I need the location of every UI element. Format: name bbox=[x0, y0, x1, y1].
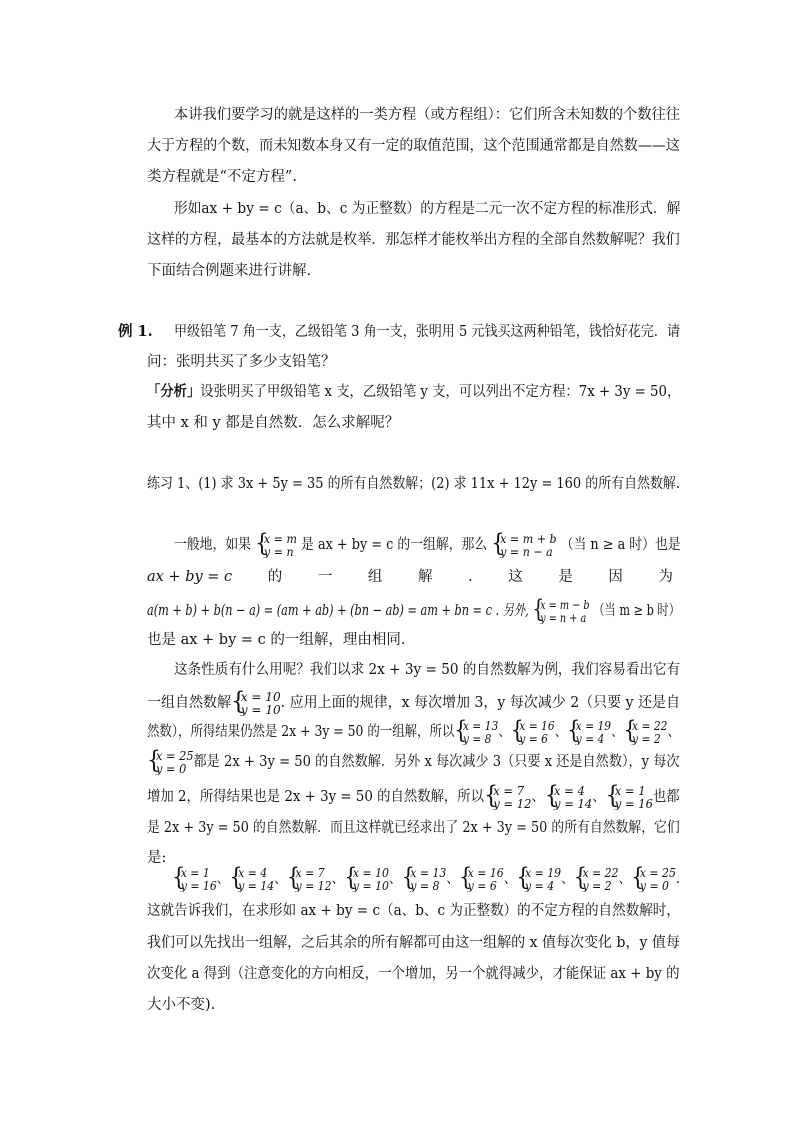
system-m-n bbox=[255, 532, 297, 558]
general-line3 bbox=[147, 598, 680, 624]
sys-row: { x = 10 bbox=[352, 866, 389, 880]
sys-row: y = 10 bbox=[352, 878, 389, 892]
conclusion-line3: 次变化 a 得到（注意变化的方向相反，一个增加，另一个就得减少，才能保证 ax + by 的 bbox=[147, 966, 680, 982]
sys-row: y = 8 bbox=[462, 731, 492, 745]
general-line1 bbox=[174, 532, 681, 558]
sys-row: y = 8 bbox=[410, 878, 440, 892]
system-x13 bbox=[454, 719, 498, 745]
usage-text: 然数），所得结果仍然是 2x + 3y = 50 的一组解，所以 bbox=[147, 724, 455, 740]
spread-word: 为 bbox=[658, 569, 673, 585]
sys-row: { x = 25 bbox=[156, 749, 194, 763]
usage-line6: 是 2x + 3y = 50 的自然数解．而且这样就已经求出了 2x + 3y = 50 的所有自然数解，它们 bbox=[147, 820, 680, 836]
sys-row: { x = 1 bbox=[180, 866, 210, 880]
separator: 、 bbox=[274, 871, 287, 887]
system-x4 bbox=[545, 784, 592, 810]
sys-row: y = 6 bbox=[519, 731, 548, 745]
usage-line1: 这条性质有什么用呢？我们以求 2x + 3y = 50 的自然数解为例，我们容易看出它有 bbox=[174, 662, 681, 678]
usage-text: 增加 2，所得结果也是 2x + 3y = 50 的自然数解，所以 bbox=[147, 789, 485, 805]
conclusion-line2: 我们可以先找出一组解，之后其余的所有解都可由这一组解的 x 值每次变化 b，y 值每 bbox=[147, 935, 680, 951]
spread-word: 这 bbox=[508, 569, 523, 585]
separator: 、 bbox=[331, 871, 345, 887]
analysis-text: 设张明买了甲级铅笔 x 支，乙级铅笔 y 支，可以列出不定方程：7x + 3y = 50， bbox=[200, 384, 681, 400]
sys-row: { x = m bbox=[263, 532, 297, 546]
sys-row: { x = m − b bbox=[540, 598, 590, 612]
sys-row: { x = 4 bbox=[238, 866, 268, 880]
spread-word: 解 bbox=[417, 569, 433, 585]
intro-p2-line1: 形如ax + by = c（a、b、c 为正整数）的方程是二元一次不定方程的标准形式．解 bbox=[174, 201, 681, 217]
separator: 、 bbox=[611, 724, 624, 740]
usage-text: 也都 bbox=[652, 789, 680, 805]
sys-row: y = 12 bbox=[493, 796, 532, 810]
separator: 、 bbox=[531, 789, 545, 805]
spread-word: 是 bbox=[558, 569, 573, 585]
usage-line5 bbox=[147, 784, 680, 810]
analysis-line2: 其中 x 和 y 都是自然数．怎么求解呢？ bbox=[147, 415, 400, 431]
sys-row: { x = 1 bbox=[614, 784, 646, 798]
intro-p2-line2: 这样的方程，最基本的方法就是枚举．那怎样才能枚举出方程的全部自然数解呢？我们 bbox=[147, 232, 680, 248]
general-line2 bbox=[147, 567, 673, 587]
spread-word: 的 bbox=[267, 569, 283, 585]
spread-word: 一 bbox=[317, 569, 333, 585]
sys-row: y = 14 bbox=[238, 878, 275, 892]
solution-3 bbox=[287, 866, 332, 892]
separator: 、 bbox=[561, 871, 574, 887]
sys-row: { x = 13 bbox=[410, 866, 447, 880]
usage-line2 bbox=[147, 690, 680, 716]
usage-line7: 是: bbox=[147, 850, 167, 866]
usage-line3 bbox=[147, 719, 680, 745]
sys-row: y = 10 bbox=[240, 702, 281, 716]
conclusion-line1: 这就告诉我们，在求形如 ax + by = c（a、b、c 为正整数）的不定方程的自然数解时， bbox=[147, 903, 680, 919]
intro-p1-line2: 大于方程的个数，而未知数本身又有一定的取值范围，这个范围通常都是自然数——这 bbox=[147, 138, 680, 154]
sys-row: { x = 10 bbox=[240, 690, 281, 704]
sys-row: { x = 7 bbox=[493, 784, 525, 798]
sys-row: { x = 16 bbox=[467, 866, 504, 880]
sys-row: y = 2 bbox=[632, 731, 661, 745]
sys-row: y = 14 bbox=[554, 796, 593, 810]
condition-text: （当 m ≥ b 时） bbox=[593, 603, 680, 619]
sys-row: y = 6 bbox=[467, 878, 497, 892]
system-x16 bbox=[511, 719, 555, 745]
spread-word: 因 bbox=[608, 569, 623, 585]
separator: 、 bbox=[216, 871, 230, 887]
sys-row: y = 4 bbox=[575, 731, 605, 745]
solution-7 bbox=[516, 866, 561, 892]
usage-text: 都是 2x + 3y = 50 的自然数解．另外 x 每次减少 3（只要 x 还是自然数），y 每次 bbox=[193, 754, 680, 770]
sys-row: y = n + a bbox=[540, 610, 587, 624]
separator: 、 bbox=[498, 724, 511, 740]
system-m-plus-b bbox=[491, 532, 556, 558]
separator: 、 bbox=[446, 871, 459, 887]
example-label: 例 1. bbox=[118, 323, 153, 340]
separator: 、 bbox=[667, 724, 680, 740]
spread-word: 组 bbox=[367, 569, 383, 585]
all-solutions-line bbox=[172, 866, 680, 892]
analysis-tag: 「分析」 bbox=[147, 383, 201, 400]
sys-row: y = 16 bbox=[614, 796, 653, 810]
sys-row: { x = 13 bbox=[462, 719, 499, 733]
system-x25 bbox=[147, 749, 194, 775]
system-m-minus-b bbox=[532, 598, 589, 624]
solution-6 bbox=[459, 866, 504, 892]
system-x7 bbox=[484, 784, 531, 810]
separator: 、 bbox=[503, 871, 517, 887]
separator: 、 bbox=[554, 724, 568, 740]
general-text-a: 一般地，如果 bbox=[174, 537, 251, 553]
solution-4 bbox=[344, 866, 389, 892]
solution-5 bbox=[402, 866, 447, 892]
usage-text: . 应用上面的规律，x 每次增加 3，y 每次减少 2（只要 y 还是自 bbox=[280, 695, 681, 711]
system-x1 bbox=[606, 784, 653, 810]
sys-row: { x = 16 bbox=[519, 719, 555, 733]
sys-row: { x = 19 bbox=[575, 719, 612, 733]
spread-word: ax + by = c bbox=[147, 569, 233, 585]
sys-row: { x = 25 bbox=[639, 866, 676, 880]
sys-row: { x = 19 bbox=[525, 866, 562, 880]
sys-row: y = 4 bbox=[525, 878, 555, 892]
sys-row: { x = m + b bbox=[500, 532, 557, 546]
sys-row: y = 12 bbox=[295, 878, 332, 892]
separator: 、 bbox=[618, 871, 632, 887]
system-x19 bbox=[567, 719, 611, 745]
usage-text: 一组自然数解 bbox=[147, 695, 232, 711]
solution-2 bbox=[229, 866, 274, 892]
general-text-c: （当 n ≥ a 时）也是 bbox=[560, 537, 681, 553]
system-x22 bbox=[623, 719, 667, 745]
sys-row: y = 0 bbox=[639, 878, 669, 892]
system-x10 bbox=[231, 690, 281, 716]
solution-1 bbox=[172, 866, 217, 892]
sys-row: { x = 7 bbox=[295, 866, 325, 880]
general-text-b: 是 ax + by = c 的一组解，那么 bbox=[301, 537, 488, 553]
sys-row: y = n bbox=[263, 544, 294, 558]
sys-row: y = 0 bbox=[156, 761, 187, 775]
general-line4: 也是 ax + by = c 的一组解，理由相同. bbox=[147, 632, 406, 648]
example-line1: 甲级铅笔 7 角一支，乙级铅笔 3 角一支，张明用 5 元钱买这两种铅笔，钱恰好花完．请 bbox=[174, 324, 680, 340]
example-line2: 问：张明共买了多少支铅笔？ bbox=[147, 354, 336, 370]
practice-line: 练习 1、(1) 求 3x + 5y = 35 的所有自然数解；(2) 求 11x + 12y = 160 的所有自然数解. bbox=[147, 476, 681, 492]
spread-word: . bbox=[468, 569, 473, 585]
sys-row: y = n − a bbox=[500, 544, 553, 558]
analysis-line1 bbox=[147, 382, 680, 402]
period: . bbox=[675, 871, 680, 887]
intro-p1-line1: 本讲我们要学习的就是这样的一类方程（或方程组）：它们所含未知数的个数往往 bbox=[174, 107, 680, 123]
sys-row: y = 2 bbox=[582, 878, 612, 892]
usage-line4 bbox=[147, 749, 680, 775]
sys-row: y = 16 bbox=[180, 878, 217, 892]
solution-9 bbox=[631, 866, 676, 892]
conclusion-line4: 大小不变). bbox=[147, 997, 216, 1013]
identity-text: a(m + b) + b(n − a) = (am + ab) + (bn − ab) = am + bn = c . 另外, bbox=[147, 603, 529, 619]
solution-8 bbox=[574, 866, 619, 892]
intro-p2-line3: 下面结合例题来进行讲解. bbox=[147, 263, 312, 279]
separator: 、 bbox=[592, 789, 606, 805]
sys-row: { x = 22 bbox=[582, 866, 619, 880]
sys-row: { x = 22 bbox=[632, 719, 668, 733]
separator: 、 bbox=[388, 871, 402, 887]
sys-row: { x = 4 bbox=[554, 784, 585, 798]
intro-p1-line3: 类方程就是“不定方程”. bbox=[147, 169, 297, 185]
